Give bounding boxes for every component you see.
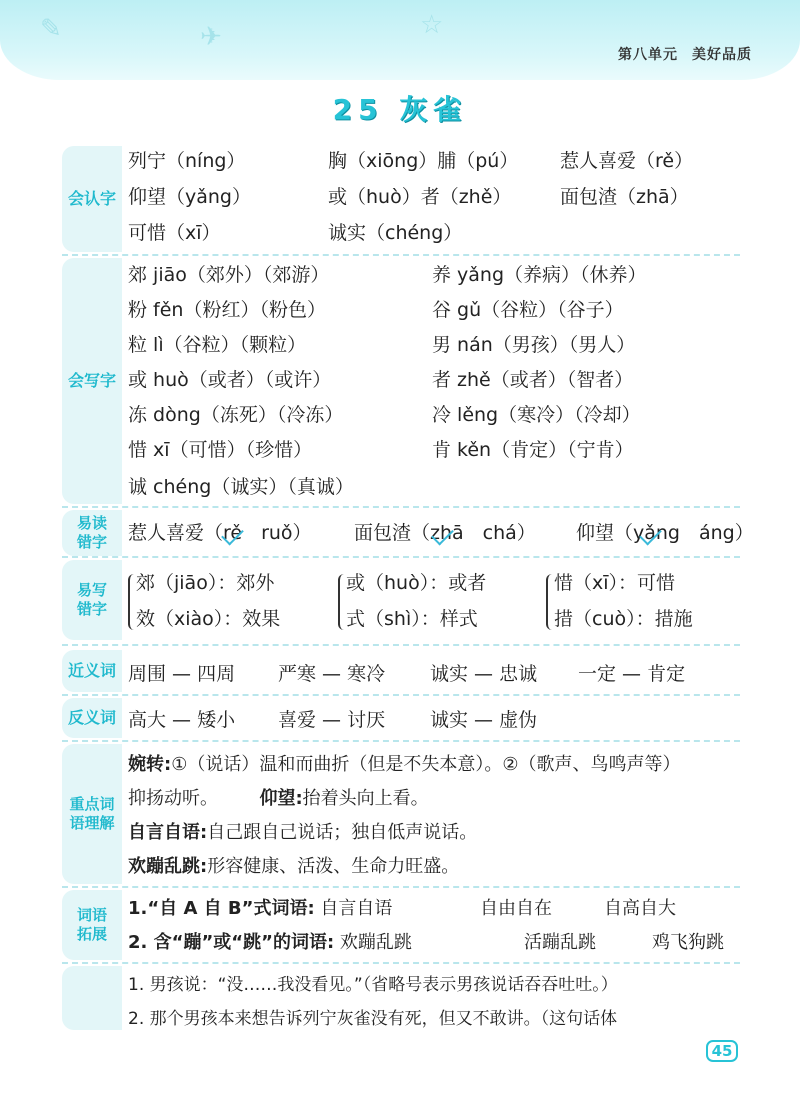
divider (62, 254, 740, 256)
extend-word: 欢蹦乱跳 (339, 932, 412, 953)
miswrite-item: 惜（xī）：可惜 (554, 572, 676, 594)
brace-icon (546, 574, 554, 630)
section-label: 近义词 (62, 650, 122, 692)
write-entry: 冻 dòng（冻死）（冷冻） (128, 404, 344, 426)
recognize-word: 惹人喜爱（rě） (560, 150, 694, 172)
section-write (62, 258, 740, 504)
divider (62, 740, 740, 742)
synonym-pair: 严寒 — 寒冷 (278, 663, 386, 685)
section-synonyms (62, 650, 740, 692)
write-entry: 谷 gǔ（谷粒）（谷子） (432, 299, 624, 321)
write-entry: 或 huò（或者）（或许） (128, 369, 332, 391)
synonym-row (128, 659, 740, 689)
divider (62, 886, 740, 888)
synonym-pair: 一定 — 肯定 (578, 663, 686, 685)
write-entry: 粒 lì（谷粒）（颗粒） (128, 334, 307, 356)
definition-line (128, 750, 680, 776)
miswrite-item: 郊（jiāo）：郊外 (136, 572, 275, 594)
synonym-pair: 诚实 — 忠诚 (430, 663, 538, 685)
write-entry: 冷 lěng（寒冷）（冷却） (432, 404, 641, 426)
definition: 自己跟自己说话；独自低声说话。 (207, 822, 478, 843)
section-label: 易写错字 (62, 560, 122, 640)
write-entry: 者 zhě（或者）（智者） (432, 369, 634, 391)
extend-line (128, 928, 412, 954)
write-entry: 粉 fěn（粉红）（粉色） (128, 299, 326, 321)
unit-number: 第八单元 (618, 47, 678, 63)
section-notes (62, 966, 740, 1030)
misread-word: 仰望（yǎng áng） (576, 522, 754, 544)
notes-text (128, 970, 740, 1030)
recognize-word: 或（huò）者（zhě） (328, 186, 512, 208)
brace-icon (338, 574, 346, 630)
header-banner (0, 0, 800, 80)
term: 欢蹦乱跳: (128, 856, 208, 877)
unit-title: 美好品质 (692, 47, 752, 63)
section-label: 易读错字 (62, 510, 122, 556)
antonym-pair: 高大 — 矮小 (128, 709, 236, 731)
recognize-grid (128, 146, 740, 252)
miswrite-item: 式（shì）：样式 (346, 608, 478, 630)
definition-line (128, 852, 459, 878)
section-antonyms (62, 698, 740, 738)
key-words-text (128, 750, 740, 884)
definition-line (128, 818, 477, 844)
recognize-word: 胸（xiōng）脯（pú） (328, 150, 519, 172)
misread-item (128, 518, 312, 545)
write-entry: 养 yǎng（养病）（休养） (432, 264, 647, 286)
miswrite-grid (128, 568, 740, 638)
extend-line (128, 894, 392, 920)
section-extend (62, 890, 740, 960)
section-key-words (62, 744, 740, 884)
extend-word: 鸡飞狗跳 (652, 932, 724, 953)
recognize-word: 可惜（xī） (128, 222, 221, 244)
misread-word: 惹人喜爱（rě ruǒ） (128, 522, 312, 544)
divider (62, 962, 740, 964)
section-label: 反义词 (62, 698, 122, 738)
section-label: 会写字 (62, 258, 122, 504)
misread-row (128, 518, 754, 556)
note-line: 1. 男孩说：“没……我没看见。”（省略号表示男孩说话吞吞吐吐。） (128, 975, 618, 995)
page-number: 45 (706, 1040, 738, 1062)
synonym-pair: 周围 — 四周 (128, 663, 236, 685)
section-miswrite (62, 560, 740, 640)
section-label: 重点词语理解 (62, 744, 122, 884)
recognize-word: 诚实（chéng） (328, 222, 463, 244)
extend-word: 自高自大 (604, 898, 676, 919)
misread-item (576, 518, 754, 545)
section-label-empty (62, 966, 122, 1030)
note-line: 2. 那个男孩本来想告诉列宁灰雀没有死，但又不敢讲。（这句话体 (128, 1009, 618, 1029)
recognize-word: 面包渣（zhā） (560, 186, 689, 208)
definition: 形容健康、活泼、生命力旺盛。 (207, 856, 460, 877)
antonym-pair: 喜爱 — 讨厌 (278, 709, 386, 731)
extend-word: 活蹦乱跳 (524, 932, 596, 953)
section-label: 会认字 (62, 146, 122, 252)
antonym-row (128, 705, 740, 735)
miswrite-item: 或（huò）：或者 (346, 572, 487, 594)
definition: ①（说话）温和而曲折（但是不失本意）。②（歌声、鸟鸣声等） (171, 754, 681, 775)
extend-text (128, 894, 740, 960)
write-grid (128, 260, 740, 504)
recognize-word: 仰望（yǎng） (128, 186, 251, 208)
pencil-icon: ✎ (40, 14, 62, 44)
extend-heading: 1.“自 A 自 B”式词语: (128, 898, 315, 919)
term: 仰望: (259, 788, 303, 809)
divider (62, 644, 740, 646)
divider (62, 694, 740, 696)
term: 自言自语: (128, 822, 208, 843)
write-entry: 郊 jiāo（郊外）（郊游） (128, 264, 330, 286)
definition-line (128, 784, 429, 810)
unit-heading (604, 44, 752, 64)
write-entry: 肯 kěn（肯定）（宁肯） (432, 439, 634, 461)
divider (62, 556, 740, 558)
section-recognize (62, 142, 740, 252)
miswrite-item: 措（cuò）：措施 (554, 608, 693, 630)
term: 婉转: (128, 754, 172, 775)
extend-word: 自言自语 (320, 898, 393, 919)
section-misread (62, 510, 754, 556)
write-entry: 惜 xī（可惜）（珍惜） (128, 439, 313, 461)
star-icon: ☆ (420, 10, 444, 40)
paper-plane-icon: ✈ (200, 22, 222, 52)
lesson-title: 25 灰雀 (332, 93, 468, 126)
divider (62, 506, 740, 508)
recognize-word: 列宁（níng） (128, 150, 246, 172)
write-entry: 诚 chéng（诚实）（真诚） (128, 476, 354, 498)
write-entry: 男 nán（男孩）（男人） (432, 334, 636, 356)
definition: 抬着头向上看。 (302, 788, 429, 809)
antonym-pair: 诚实 — 虚伪 (430, 709, 538, 731)
extend-word: 自由自在 (480, 898, 552, 919)
extend-heading: 2. 含“蹦”或“跳”的词语: (128, 932, 335, 953)
definition: 抑扬动听。 (128, 788, 218, 809)
misread-word: 面包渣（zhā chá） (354, 522, 536, 544)
section-label: 词语拓展 (62, 890, 122, 960)
miswrite-item: 效（xiào）：效果 (136, 608, 281, 630)
brace-icon (128, 574, 136, 630)
